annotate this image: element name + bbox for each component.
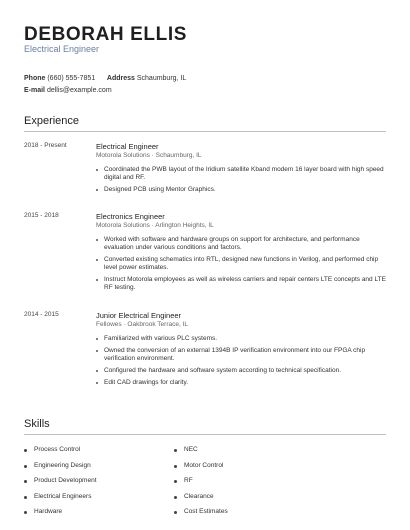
- contact-line-2: [24, 87, 112, 94]
- job-bullets: [96, 236, 386, 292]
- address-value: Schaumburg, IL: [136, 75, 187, 82]
- job-bullet: Designed PCB using Mentor Graphics.: [96, 186, 386, 194]
- skills-column-left: [24, 446, 174, 524]
- job-bullet: Worked with software and hardware groups on support for architecture, and performance evaluation under various conditions and factors.: [96, 236, 386, 252]
- job-company: Motorola Solutions · Schaumburg, IL: [96, 152, 202, 159]
- job-bullet: Owned the conversion of an external 1394B IP verification environment into our FPGA chip verification environment.: [96, 347, 386, 363]
- job-bullets: [96, 166, 386, 194]
- job-title: Electronics Engineer: [96, 212, 165, 221]
- skill-item: Hardware: [24, 508, 174, 524]
- candidate-name: DEBORAH ELLIS: [24, 24, 187, 45]
- candidate-title: Electrical Engineer: [24, 44, 100, 54]
- job-bullet: Edit CAD drawings for clarity.: [96, 379, 386, 387]
- skills-column-right: [174, 446, 324, 524]
- address-label: Address: [106, 75, 135, 82]
- job-dates: 2018 - Present: [24, 142, 67, 149]
- email-value[interactable]: dellis@example.com: [46, 87, 112, 94]
- skill-item: Motor Control: [174, 462, 324, 478]
- job-dates: 2015 - 2018: [24, 212, 59, 219]
- skills-divider: [24, 434, 386, 435]
- skill-item: RF: [174, 477, 324, 493]
- phone-label: Phone: [24, 75, 46, 82]
- job-company: Motorola Solutions · Arlington Heights, IL: [96, 222, 214, 229]
- job-dates: 2014 - 2015: [24, 311, 59, 318]
- skill-item: Electrical Engineers: [24, 493, 174, 509]
- job-bullet: Coordinated the PWB layout of the Iridium satellite Kband modem 16 layer board with high speed digital and RF.: [96, 166, 386, 182]
- skill-item: Cost Estimates: [174, 508, 324, 524]
- job-title: Junior Electrical Engineer: [96, 311, 182, 320]
- skill-item: Product Development: [24, 477, 174, 493]
- phone-value: (660) 555-7851: [47, 75, 96, 82]
- job-bullet: Converted existing schematics into RTL, designed new functions in Verilog, and performed chip level power estimates.: [96, 256, 386, 272]
- email-label: E-mail: [24, 87, 46, 94]
- skill-item: NEC: [174, 446, 324, 462]
- job-bullet: Instruct Motorola employees as well as wireless carriers and repair centers LTE concepts and LTE RF testing.: [96, 276, 386, 292]
- experience-heading: Experience: [24, 115, 80, 127]
- skill-item: Process Control: [24, 446, 174, 462]
- skills-heading: Skills: [24, 418, 50, 430]
- job-company: Fellowes · Oakbrook Terrace, IL: [96, 321, 188, 328]
- job-title: Electrical Engineer: [96, 142, 159, 151]
- job-bullet: Configured the hardware and software system according to technical specification.: [96, 367, 386, 375]
- job-bullets: [96, 335, 386, 387]
- skill-item: Clearance: [174, 493, 324, 509]
- contact-line-1: [24, 75, 186, 82]
- experience-divider: [24, 131, 386, 132]
- job-bullet: Familiarized with various PLC systems.: [96, 335, 386, 343]
- skill-item: Engineering Design: [24, 462, 174, 478]
